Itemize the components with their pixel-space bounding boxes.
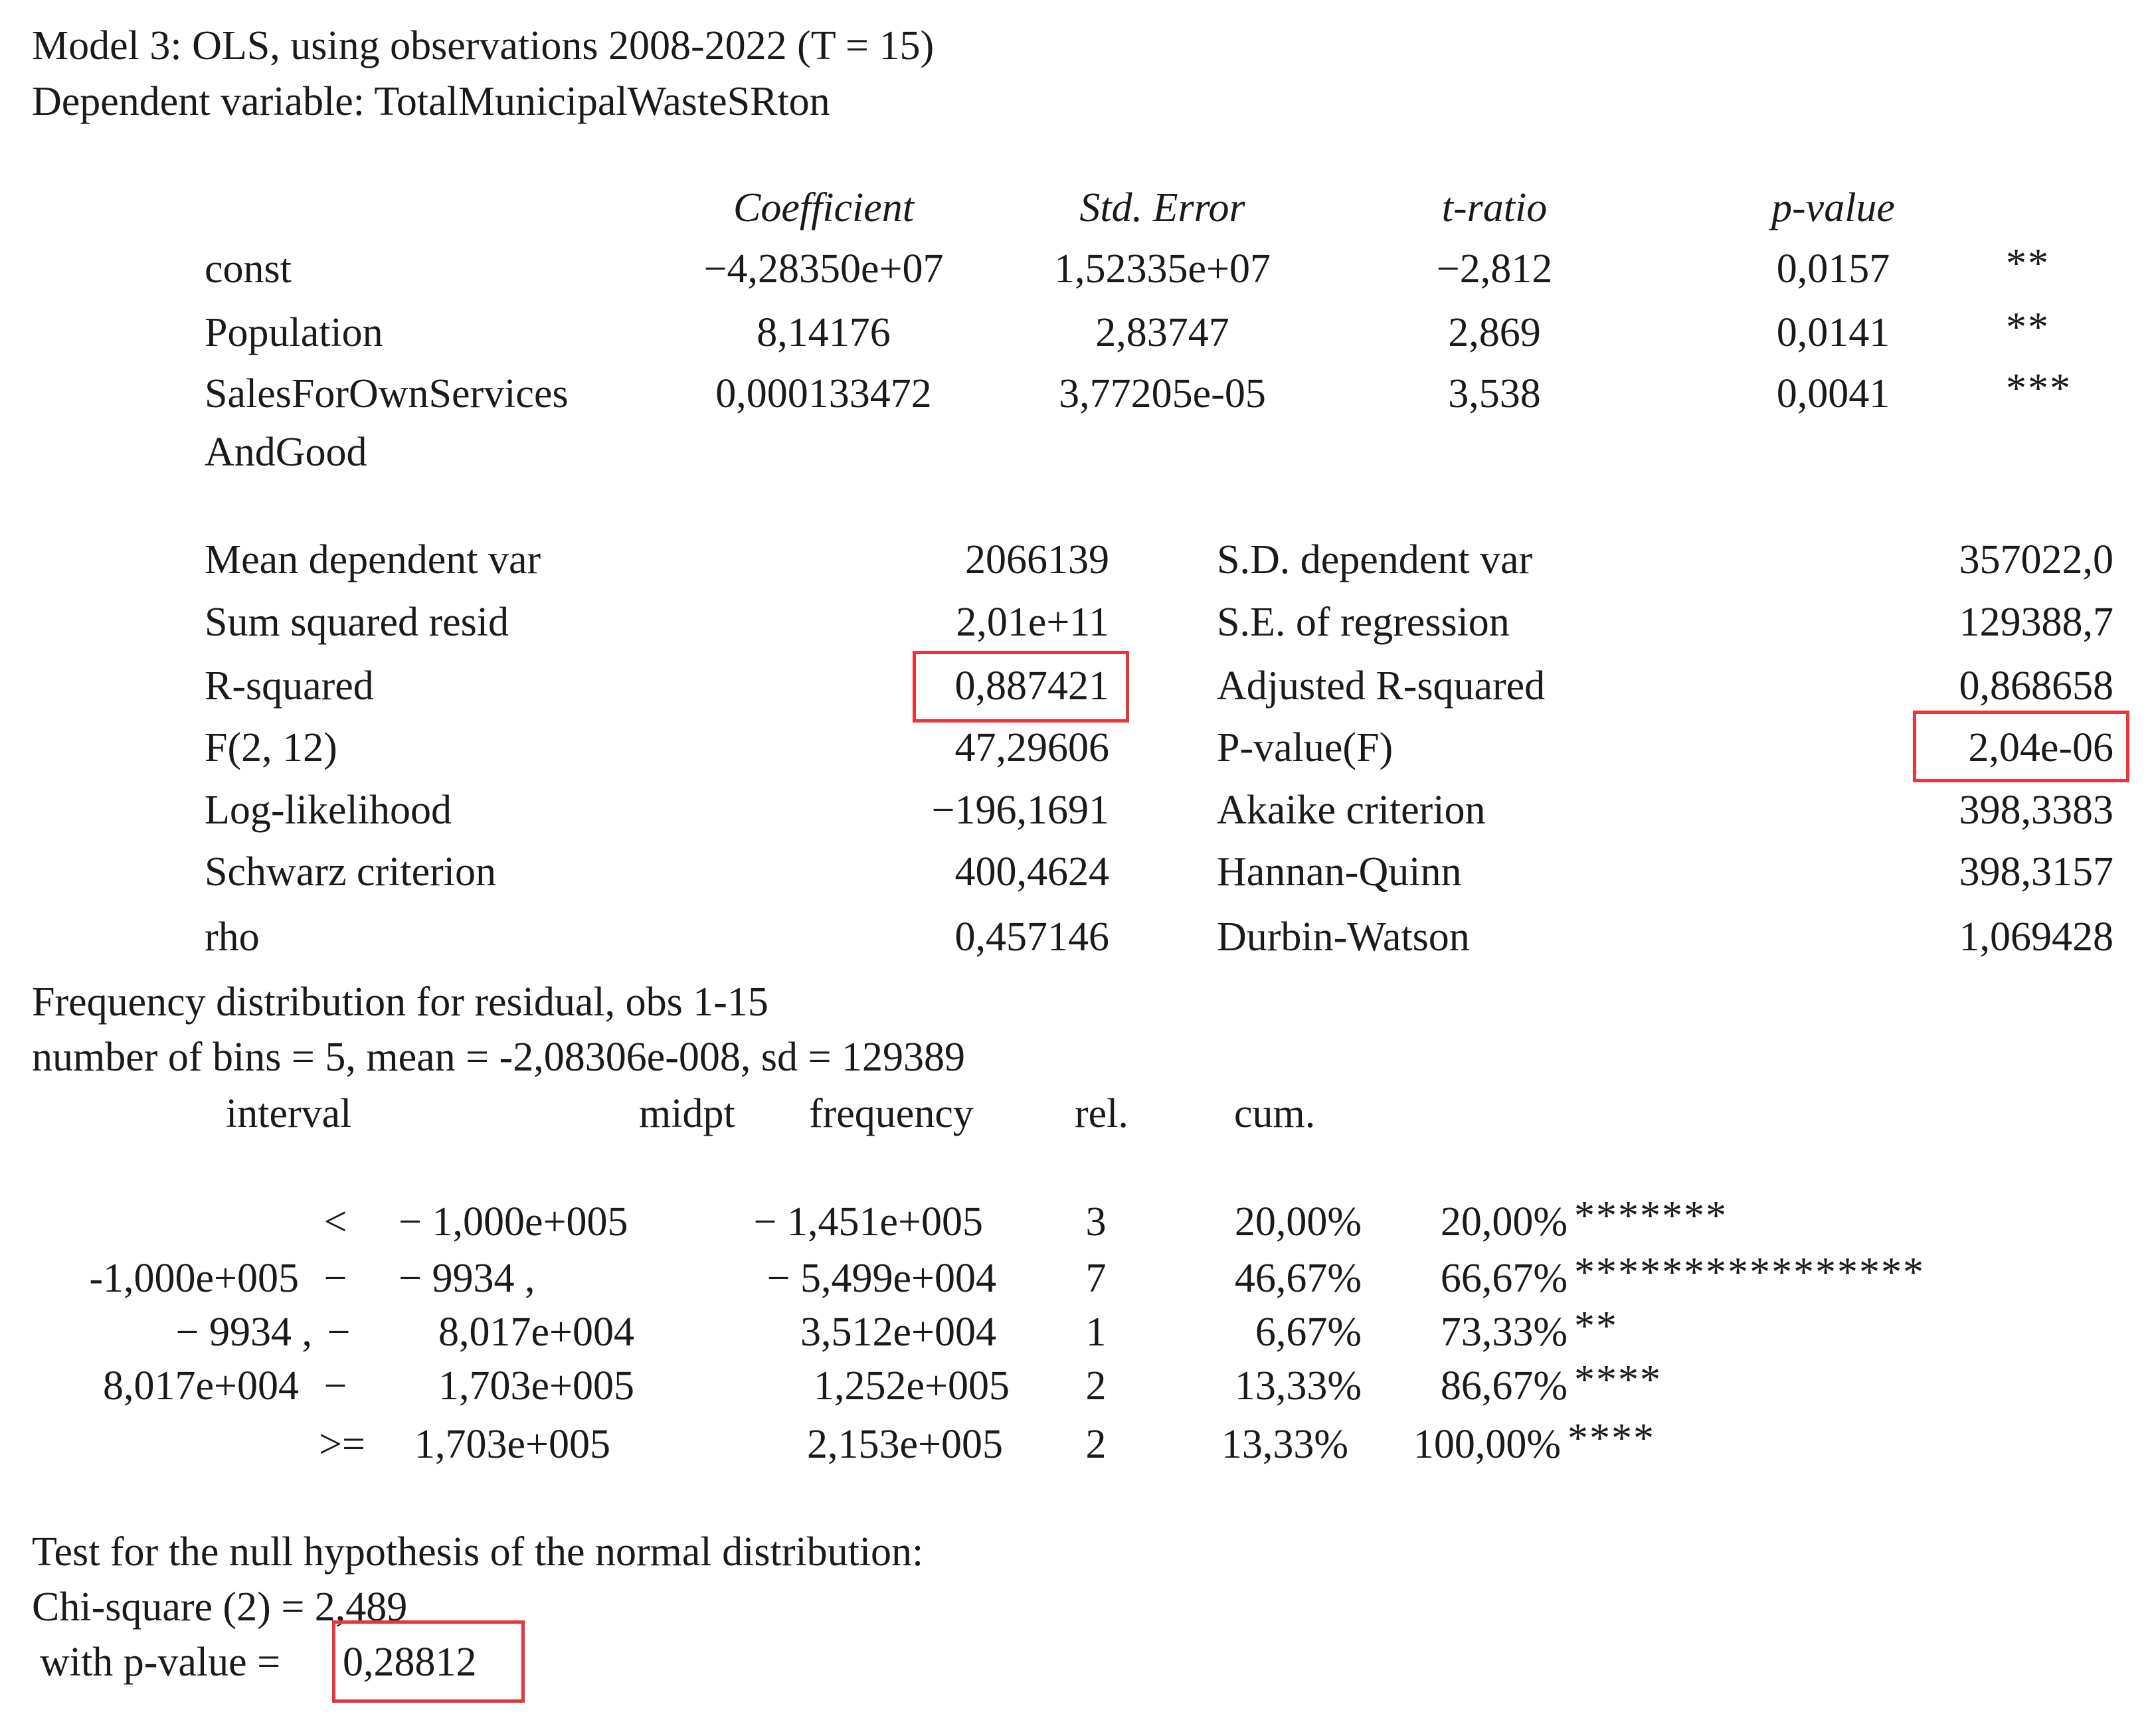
rel-value: 13,33% [1234,1363,1362,1409]
stat-value: 400,4624 [954,849,1109,895]
cum-value: 100,00% [1413,1422,1561,1467]
p-value-value: 0,0157 [1776,246,1890,292]
frequency-value: 2 [1085,1363,1107,1409]
stat-label: Schwarz criterion [205,849,496,895]
stat-label: Durbin-Watson [1217,914,1470,960]
var-name: const [205,246,292,292]
significance-stars: ** [2006,241,2050,286]
col-t-ratio: t-ratio [1441,185,1548,230]
interval-lower: 8,017e+004 [103,1363,299,1409]
histogram-stars: **************** [1574,1250,1925,1295]
stat-label: Log-likelihood [205,788,452,833]
interval-upper: − 9934 , [399,1256,535,1301]
freq-title: Frequency distribution for residual, obs 1-15 [32,980,768,1025]
midpt-value: 3,512e+004 [800,1310,996,1355]
stat-value: −196,1691 [931,788,1109,833]
stat-label: F(2, 12) [205,725,337,770]
coefficient-value: −4,28350e+07 [703,246,944,292]
rel-value: 13,33% [1221,1422,1348,1467]
coefficient-value: 8,14176 [757,310,891,355]
p-value-f-highlight-box [1913,711,2129,782]
t-ratio-value: −2,812 [1436,246,1553,292]
rel-value: 20,00% [1234,1199,1362,1245]
stat-value: 398,3157 [1959,849,2113,895]
cum-value: 73,33% [1440,1310,1568,1355]
frequency-value: 3 [1085,1199,1107,1245]
cum-value: 20,00% [1440,1199,1568,1245]
midpt-value: − 5,499e+004 [766,1256,996,1301]
stat-value: 0,868658 [1959,663,2113,709]
test-title: Test for the null hypothesis of the normal distribution: [32,1529,924,1575]
normality-p-value-highlight-box [332,1620,525,1703]
t-ratio-value: 3,538 [1448,371,1541,416]
var-name-continued: AndGood [205,430,367,475]
stat-label: Hannan-Quinn [1217,849,1462,895]
std-error-value: 2,83747 [1095,310,1229,355]
model-title: Model 3: OLS, using observations 2008-2022 (T = 15) [32,23,935,68]
interval-upper: 8,017e+004 [438,1310,634,1355]
interval-upper: − 1,000e+005 [399,1199,628,1245]
r-squared-value: 0,887421 [954,663,1109,709]
p-value-value: 0,0141 [1776,310,1890,355]
std-error-value: 1,52335e+07 [1054,246,1271,292]
stat-label: Mean dependent var [205,537,541,582]
stat-value: 47,29606 [954,725,1109,770]
interval-lower: − 9934 , [175,1310,312,1355]
stat-value: 398,3383 [1959,788,2113,833]
interval-upper: 1,703e+005 [438,1363,634,1409]
stat-label: P-value(F) [1217,725,1393,770]
frequency-value: 2 [1085,1422,1107,1467]
frequency-value: 7 [1085,1256,1107,1301]
p-value-value: 0,0041 [1776,371,1890,416]
frequency-value: 1 [1085,1310,1107,1355]
p-value-f-value: 2,04e-06 [1968,725,2113,770]
cum-value: 66,67% [1440,1256,1568,1301]
col-std-error: Std. Error [1079,185,1245,230]
stat-label: rho [205,914,260,960]
col-midpt: midpt [639,1091,735,1136]
interval-operator: >= [319,1422,365,1467]
stat-value: 357022,0 [1959,537,2113,582]
interval-operator: − [323,1256,347,1301]
stat-label: Sum squared resid [205,600,509,645]
histogram-stars: **** [1568,1416,1655,1461]
stat-value: 1,069428 [1959,914,2113,960]
rel-value: 46,67% [1234,1256,1362,1301]
histogram-stars: ******* [1574,1193,1728,1239]
midpt-value: − 1,451e+005 [753,1199,983,1245]
midpt-value: 1,252e+005 [814,1363,1010,1409]
dependent-variable: Dependent variable: TotalMunicipalWasteSRton [32,79,830,124]
stat-label: S.E. of regression [1217,600,1510,645]
stat-value: 0,457146 [954,914,1109,960]
var-name: SalesForOwnServices [205,371,569,416]
coefficient-value: 0,000133472 [715,371,932,416]
stat-label: Adjusted R-squared [1217,663,1546,709]
col-cum: cum. [1234,1091,1316,1136]
chi-square-line: Chi-square (2) = 2,489 [32,1585,408,1630]
significance-stars: ** [2006,305,2050,350]
std-error-value: 3,77205e-05 [1059,371,1266,416]
histogram-stars: ** [1574,1304,1618,1349]
p-value-label: with p-value = [40,1640,281,1685]
col-coefficient: Coefficient [733,185,915,230]
col-rel: rel. [1075,1091,1128,1136]
rel-value: 6,67% [1255,1310,1362,1355]
significance-stars: *** [2006,366,2072,411]
stat-value: 129388,7 [1959,600,2113,645]
interval-upper: 1,703e+005 [414,1422,610,1467]
interval-operator: − [323,1363,347,1409]
interval-lower: -1,000e+005 [89,1256,299,1301]
interval-operator: < [323,1199,347,1245]
normality-p-value: 0,28812 [343,1640,477,1685]
cum-value: 86,67% [1440,1363,1568,1409]
interval-operator: − [327,1310,351,1355]
stat-label: R-squared [205,663,374,709]
stat-label: S.D. dependent var [1217,537,1533,582]
midpt-value: 2,153e+005 [807,1422,1003,1467]
stat-label: Akaike criterion [1217,788,1486,833]
var-name: Population [205,310,383,355]
histogram-stars: **** [1574,1357,1662,1403]
stat-value: 2,01e+11 [956,600,1109,645]
col-p-value: p-value [1771,185,1895,230]
stat-value: 2066139 [965,537,1109,582]
freq-summary: number of bins = 5, mean = -2,08306e-008, sd = 129389 [32,1035,965,1080]
t-ratio-value: 2,869 [1448,310,1541,355]
col-frequency: frequency [809,1091,974,1136]
r-squared-highlight-box [913,651,1129,723]
col-interval: interval [226,1091,352,1136]
